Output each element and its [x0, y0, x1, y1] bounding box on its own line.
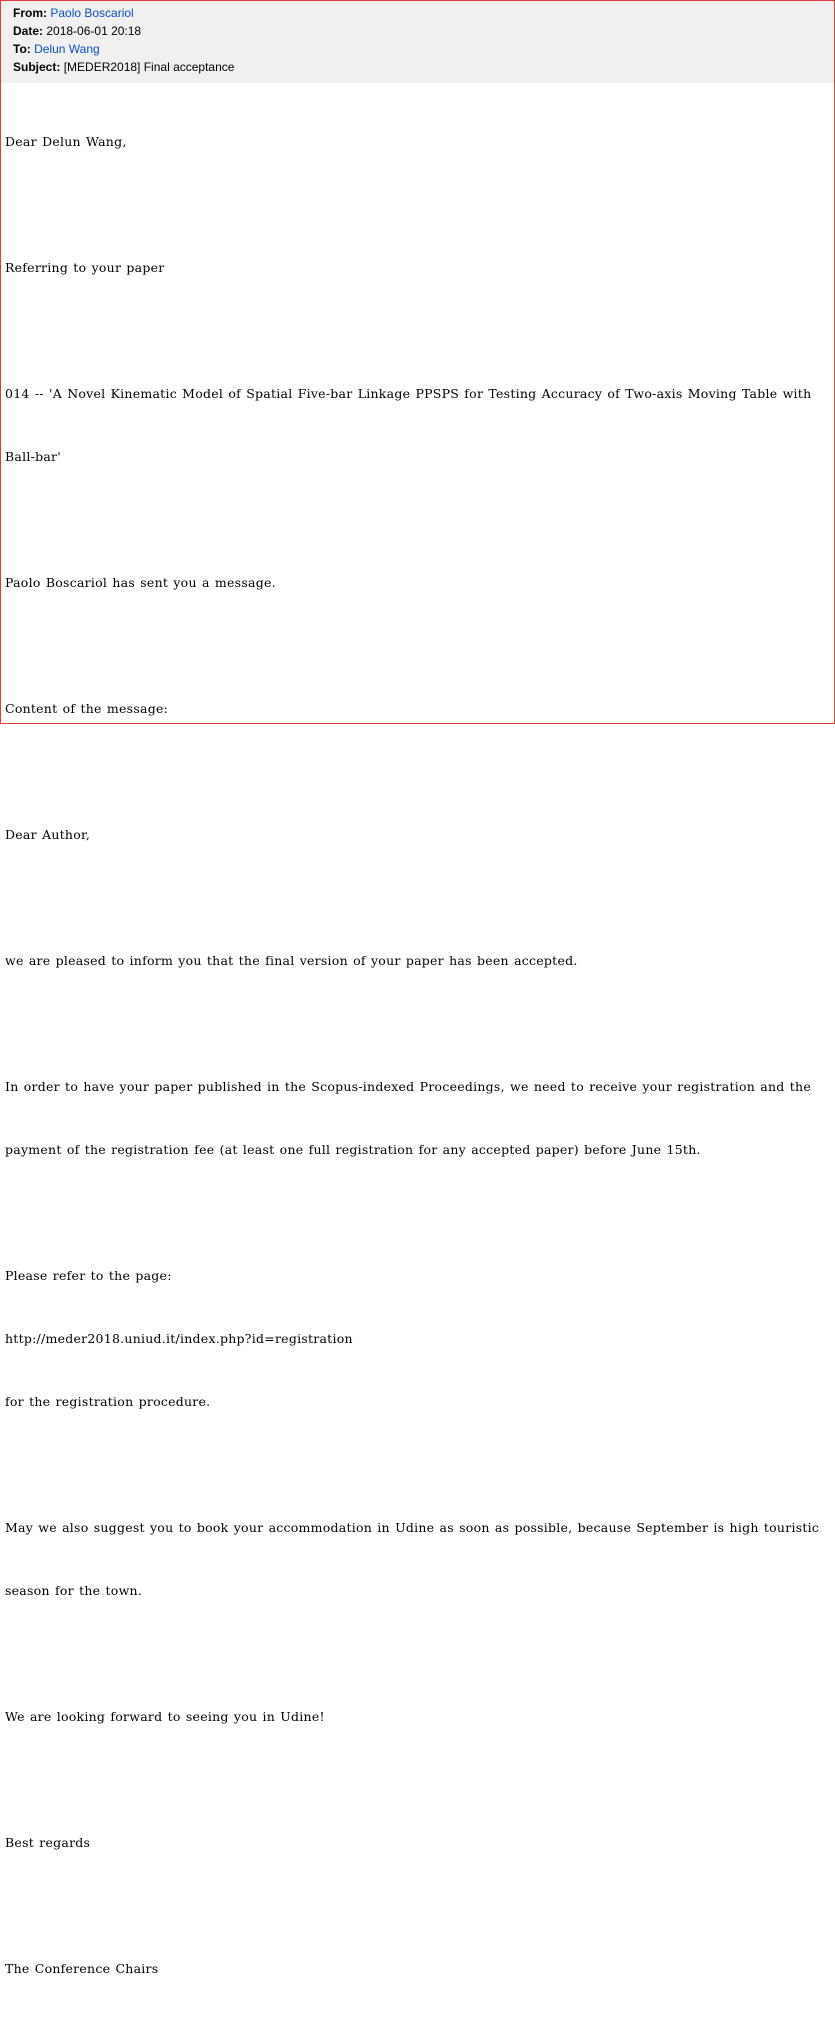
subject-row: [13, 58, 834, 76]
date-label: Date:: [13, 24, 44, 38]
accepted-line: we are pleased to inform you that the final version of your paper has been accepted.: [5, 953, 578, 968]
signature-line: The Conference Chairs: [5, 1961, 159, 1976]
regards-line: Best regards: [5, 1835, 91, 1850]
registration-procedure-line: for the registration procedure.: [5, 1394, 211, 1409]
greeting-line: Dear Delun Wang,: [5, 134, 127, 149]
from-row: [13, 4, 834, 22]
to-label: To:: [13, 42, 31, 56]
date-value: 2018-06-01 20:18: [46, 24, 142, 38]
looking-forward-line: We are looking forward to seeing you in Udine!: [5, 1709, 325, 1724]
from-sender-link[interactable]: Paolo Boscariol: [50, 6, 134, 20]
referring-line: Referring to your paper: [5, 260, 165, 275]
paper-title-line-1: 014 -- 'A Novel Kinematic Model of Spatial Five-bar Linkage PPSPS for Testing Accuracy of Two-axis Moving Table with: [5, 386, 812, 401]
refer-line: Please refer to the page:: [5, 1268, 172, 1283]
order-line-1: In order to have your paper published in the Scopus-indexed Proceedings, we need to receive your registration and the: [5, 1079, 811, 1094]
suggest-line-2: season for the town.: [5, 1583, 143, 1598]
to-row: [13, 40, 834, 58]
email-header: [1, 1, 834, 83]
suggest-line-1: May we also suggest you to book your accommodation in Udine as soon as possible, because September is high touristic: [5, 1520, 820, 1535]
dear-author-line: Dear Author,: [5, 827, 91, 842]
date-row: [13, 22, 834, 40]
subject-value: [MEDER2018] Final acceptance: [63, 60, 235, 74]
content-label-line: Content of the message:: [5, 701, 169, 716]
to-recipient-link[interactable]: Delun Wang: [34, 42, 100, 56]
registration-url[interactable]: http://meder2018.uniud.it/index.php?id=registration: [5, 1331, 353, 1346]
order-line-2: payment of the registration fee (at least one full registration for any accepted paper) before June 15th.: [5, 1142, 701, 1157]
email-body: [1, 83, 831, 2021]
from-label: From:: [13, 6, 47, 20]
paper-title-line-2: Ball-bar': [5, 449, 61, 464]
sent-message-line: Paolo Boscariol has sent you a message.: [5, 575, 276, 590]
subject-label: Subject:: [13, 60, 61, 74]
